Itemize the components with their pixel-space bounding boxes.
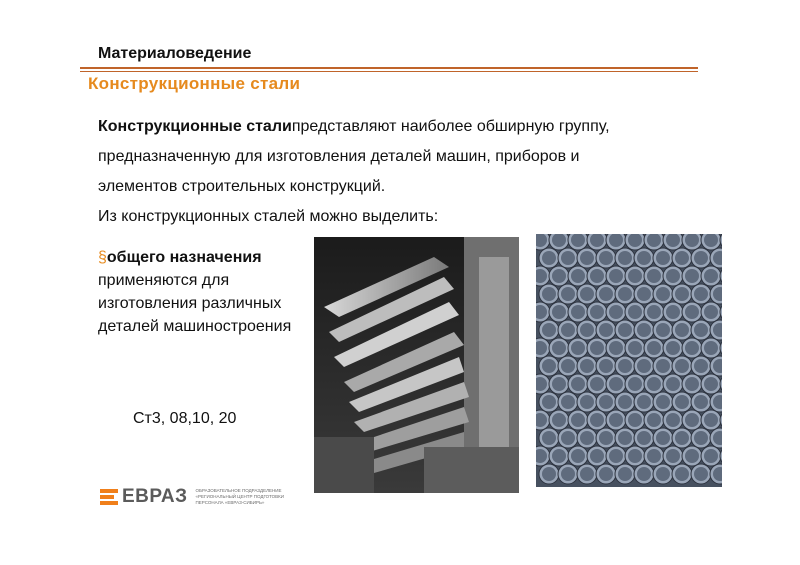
- steel-pipes-image: [536, 234, 722, 487]
- steel-sheets-image: [314, 237, 519, 493]
- evraz-logo-subtitle-line: ОБРАЗОВАТЕЛЬНОЕ ПОДРАЗДЕЛЕНИЕ: [195, 488, 282, 493]
- section-title: Конструкционные стали: [88, 74, 301, 93]
- steel-grades: Ст3, 08,10, 20: [133, 410, 237, 427]
- evraz-logo-subtitle: [196, 488, 306, 506]
- evraz-logo-mark-icon: [100, 489, 118, 505]
- evraz-logo-name: ЕВРАЗ: [122, 486, 188, 507]
- evraz-logo-subtitle-line: ПЕРСОНАЛА «ЕВРАЗ-СИБИРЬ»: [195, 500, 265, 505]
- steel-sheets-photo: [314, 237, 519, 493]
- list-item-body: применяются для изготовления различных деталей машиностроения: [98, 272, 292, 335]
- steel-type-list: [98, 246, 298, 338]
- evraz-logo-subtitle-line: «РЕГИОНАЛЬНЫЙ ЦЕНТР ПОДГОТОВКИ: [195, 494, 285, 499]
- list-item-heading: общего назначения: [106, 249, 262, 266]
- intro-line-3: элементов строительных конструкций.: [98, 178, 386, 195]
- intro-text: [98, 112, 738, 232]
- bullet-icon: §: [98, 249, 107, 266]
- intro-line-1-rest: представляют наиболее обширную группу,: [291, 118, 610, 135]
- intro-line-1: [98, 112, 738, 142]
- intro-term: Конструкционные стали: [98, 118, 292, 135]
- evraz-logo: [100, 486, 306, 508]
- intro-line-4: Из конструкционных сталей можно выделить:: [98, 208, 439, 225]
- intro-line-2: предназначенную для изготовления деталей машин, приборов и: [98, 148, 580, 165]
- page-title: Материаловедение: [98, 45, 252, 62]
- list-item: [98, 246, 298, 338]
- header-divider-thin: [80, 71, 698, 72]
- header-divider: [80, 67, 698, 69]
- steel-pipes-photo: [536, 234, 722, 487]
